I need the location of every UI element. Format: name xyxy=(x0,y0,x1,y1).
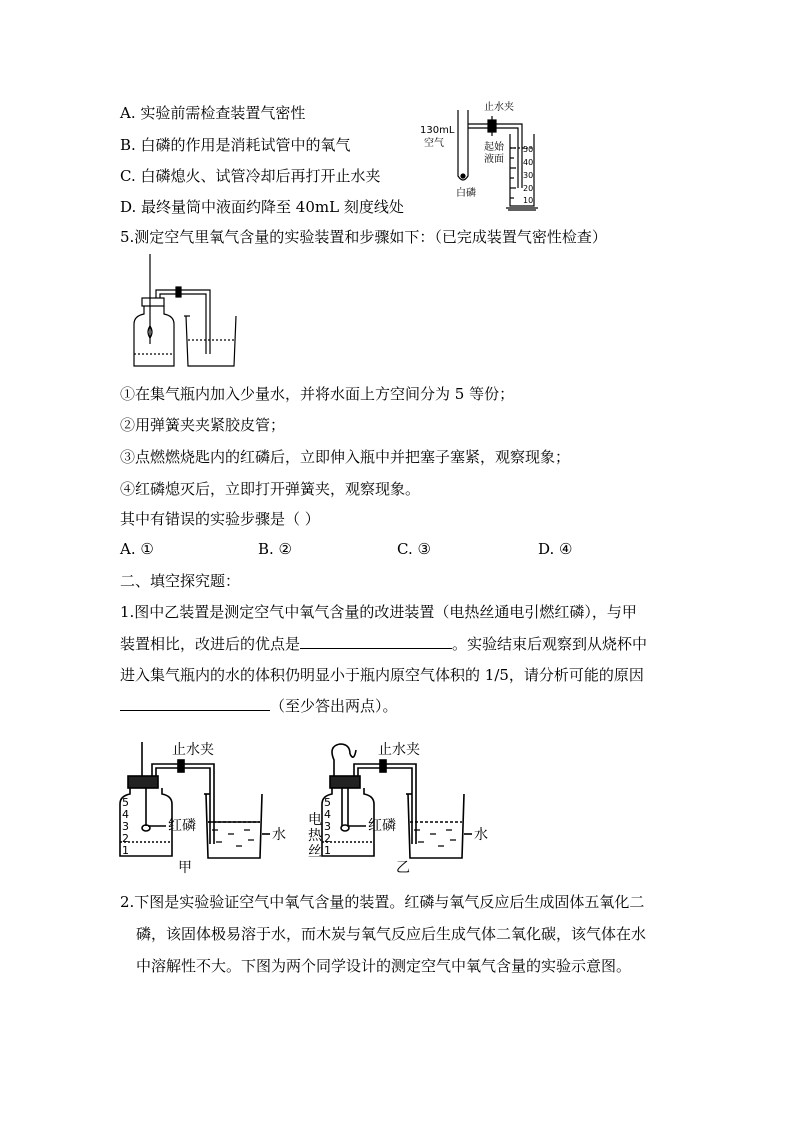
fig-jia-mark-3: 3 xyxy=(122,820,129,833)
fig-yi-wire-label-1: 电 xyxy=(308,812,322,828)
fig-yi-caption: 乙 xyxy=(396,860,410,876)
q4-air-label: 空气 xyxy=(424,138,444,149)
q5-option-b: B. ② xyxy=(258,540,293,558)
q4-start-level-label-2: 液面 xyxy=(484,154,504,165)
q5-question: 其中有错误的实验步骤是（ ） xyxy=(120,510,320,528)
q4-phosphorus-label: 白磷 xyxy=(456,188,476,199)
fig-yi-mark-1: 1 xyxy=(324,844,331,857)
q4-scale-50: 50 xyxy=(523,145,534,154)
fill1-line-2-start: 装置相比，改进后的优点是 xyxy=(120,635,301,653)
q4-scale-10: 10 xyxy=(523,196,534,205)
fig-yi-mark-2: 2 xyxy=(324,832,331,845)
fill1-line-2-end: 。实验结束后观察到从烧杯中 xyxy=(452,635,648,653)
q5-step-4: ④红磷熄灭后，立即打开弹簧夹，观察现象。 xyxy=(120,480,421,498)
fig-jia-mark-5: 5 xyxy=(122,796,129,809)
q5-option-d: D. ④ xyxy=(538,540,573,558)
q4-option-d: D. 最终量筒中液面约降至 40mL 刻度线处 xyxy=(120,198,404,216)
q4-scale-40: 40 xyxy=(523,158,534,167)
fill2-line-2: 磷，该固体极易溶于水，而木炭与氧气反应后生成气体二氧化碳，该气体在水 xyxy=(136,925,647,943)
fig-yi-clamp-label: 止水夹 xyxy=(378,742,420,758)
q5-step-1: ①在集气瓶内加入少量水，并将水面上方空间分为 5 等份； xyxy=(120,385,515,403)
fig-yi-mark-4: 4 xyxy=(324,808,331,821)
fig-yi-mark-5: 5 xyxy=(324,796,331,809)
fig-jia-red-phosphorus-label: 红磷 xyxy=(168,818,196,834)
fill1-line-1: 1.图中乙装置是测定空气中氧气含量的改进装置（电热丝通电引燃红磷），与甲 xyxy=(120,603,637,621)
fill1-answer-blank-2[interactable] xyxy=(120,696,270,711)
q5-stem: 5.测定空气里氧气含量的实验装置和步骤如下：（已完成装置气密性检查） xyxy=(120,228,607,246)
fig-yi-wire-label-3: 丝 xyxy=(308,844,322,860)
fig-yi-water-label: 水 xyxy=(474,827,488,843)
fill2-line-3: 中溶解性不大。下图为两个同学设计的测定空气中氧气含量的实验示意图。 xyxy=(136,957,632,975)
section-2-title: 二、填空探究题： xyxy=(120,572,241,590)
fig-jia-water-label: 水 xyxy=(272,827,286,843)
fill1-line-2 xyxy=(120,634,647,653)
q4-air-volume-label: 130mL xyxy=(420,125,455,136)
fig-yi-mark-3: 3 xyxy=(324,820,331,833)
fig-jia-clamp-label: 止水夹 xyxy=(172,742,214,758)
q5-step-2: ②用弹簧夹夹紧胶皮管； xyxy=(120,416,286,434)
fill1-line-4-end: （至少答出两点）。 xyxy=(270,697,398,715)
fill1-line-4 xyxy=(120,696,398,715)
q4-start-level-label-1: 起始 xyxy=(484,142,504,153)
fig-jia-mark-1: 1 xyxy=(122,844,129,857)
fig-yi-wire-label-2: 热 xyxy=(308,828,322,844)
fig-jia-mark-2: 2 xyxy=(122,832,129,845)
fig-yi-red-phosphorus-label: 红磷 xyxy=(368,818,396,834)
q4-option-b: B. 白磷的作用是消耗试管中的氧气 xyxy=(120,136,351,154)
fill1-answer-blank-1[interactable] xyxy=(300,634,452,649)
q4-option-a: A. 实验前需检查装置气密性 xyxy=(120,104,306,122)
q5-step-3: ③点燃燃烧匙内的红磷后，立即伸入瓶中并把塞子塞紧，观察现象； xyxy=(120,448,571,466)
q4-scale-20: 20 xyxy=(523,184,534,193)
q4-scale-30: 30 xyxy=(523,171,534,180)
q4-apparatus-figure xyxy=(410,98,550,218)
q4-option-c: C. 白磷熄火、试管冷却后再打开止水夹 xyxy=(120,167,381,185)
fill1-line-3: 进入集气瓶内的水的体积仍明显小于瓶内原空气体积的 1/5，请分析可能的原因 xyxy=(120,666,644,684)
fig-jia-mark-4: 4 xyxy=(122,808,129,821)
fill2-line-1: 2.下图是实验验证空气中氧气含量的装置。红磷与氧气反应后生成固体五氧化二 xyxy=(120,893,645,911)
fig-jia-caption: 甲 xyxy=(178,860,192,876)
fill1-apparatus-figure xyxy=(118,730,498,880)
q5-option-a: A. ① xyxy=(120,540,154,558)
q5-apparatus-figure xyxy=(130,254,240,370)
q5-option-c: C. ③ xyxy=(397,540,431,558)
q4-clamp-label: 止水夹 xyxy=(484,102,514,113)
